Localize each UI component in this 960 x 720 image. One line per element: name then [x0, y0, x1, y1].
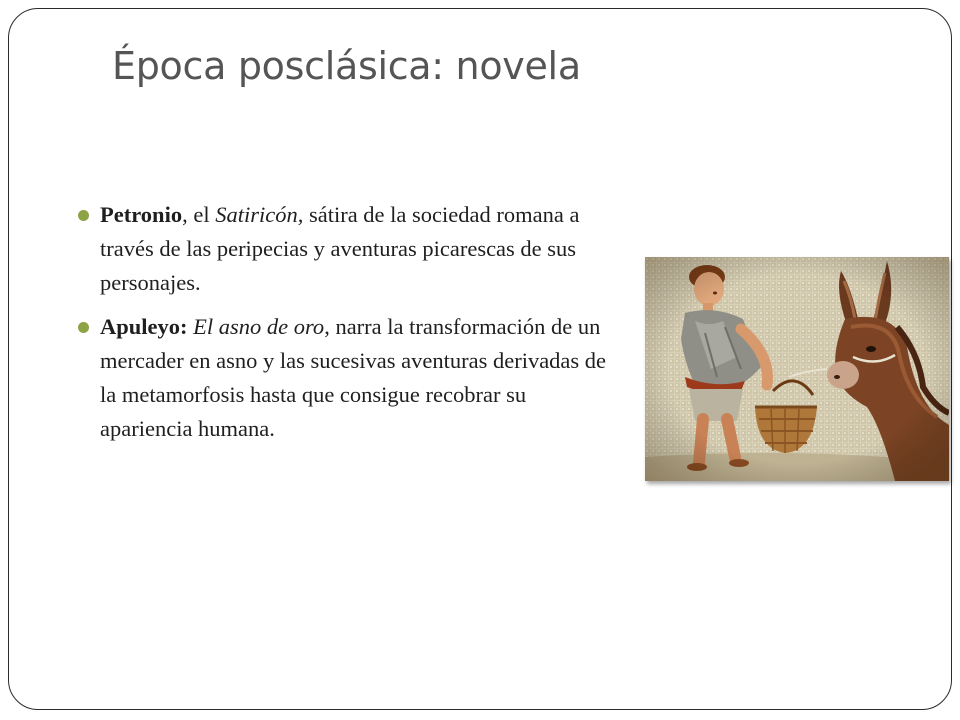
- bullet-text: sátira de la sociedad romana a través de las peripecias y aventuras picarescas de sus personajes.: [100, 202, 580, 295]
- bullet-author: Petronio: [100, 202, 183, 227]
- slide-body: [78, 198, 618, 456]
- bullet-work-prefix: , el: [182, 202, 216, 227]
- mosaic-illustration: [645, 257, 949, 481]
- bullet-dot-icon: [78, 322, 89, 333]
- bullet-text: , narra la transformación de un mercader en asno y las sucesivas aventuras derivadas de la metamorfosis hasta que consigue recobrar su apariencia humana.: [100, 314, 607, 441]
- bullet-work-title: El asno de oro: [193, 314, 325, 340]
- slide-title: Época posclásica: novela: [112, 44, 581, 88]
- bullet-work-title: Satiricón,: [215, 202, 304, 227]
- bullet-author: Apuleyo:: [100, 314, 188, 340]
- bullet-item-petronio: [78, 198, 618, 299]
- bullet-dot-icon: [78, 210, 89, 221]
- mosaic-image: [645, 257, 949, 481]
- bullet-item-apuleyo: [78, 310, 618, 445]
